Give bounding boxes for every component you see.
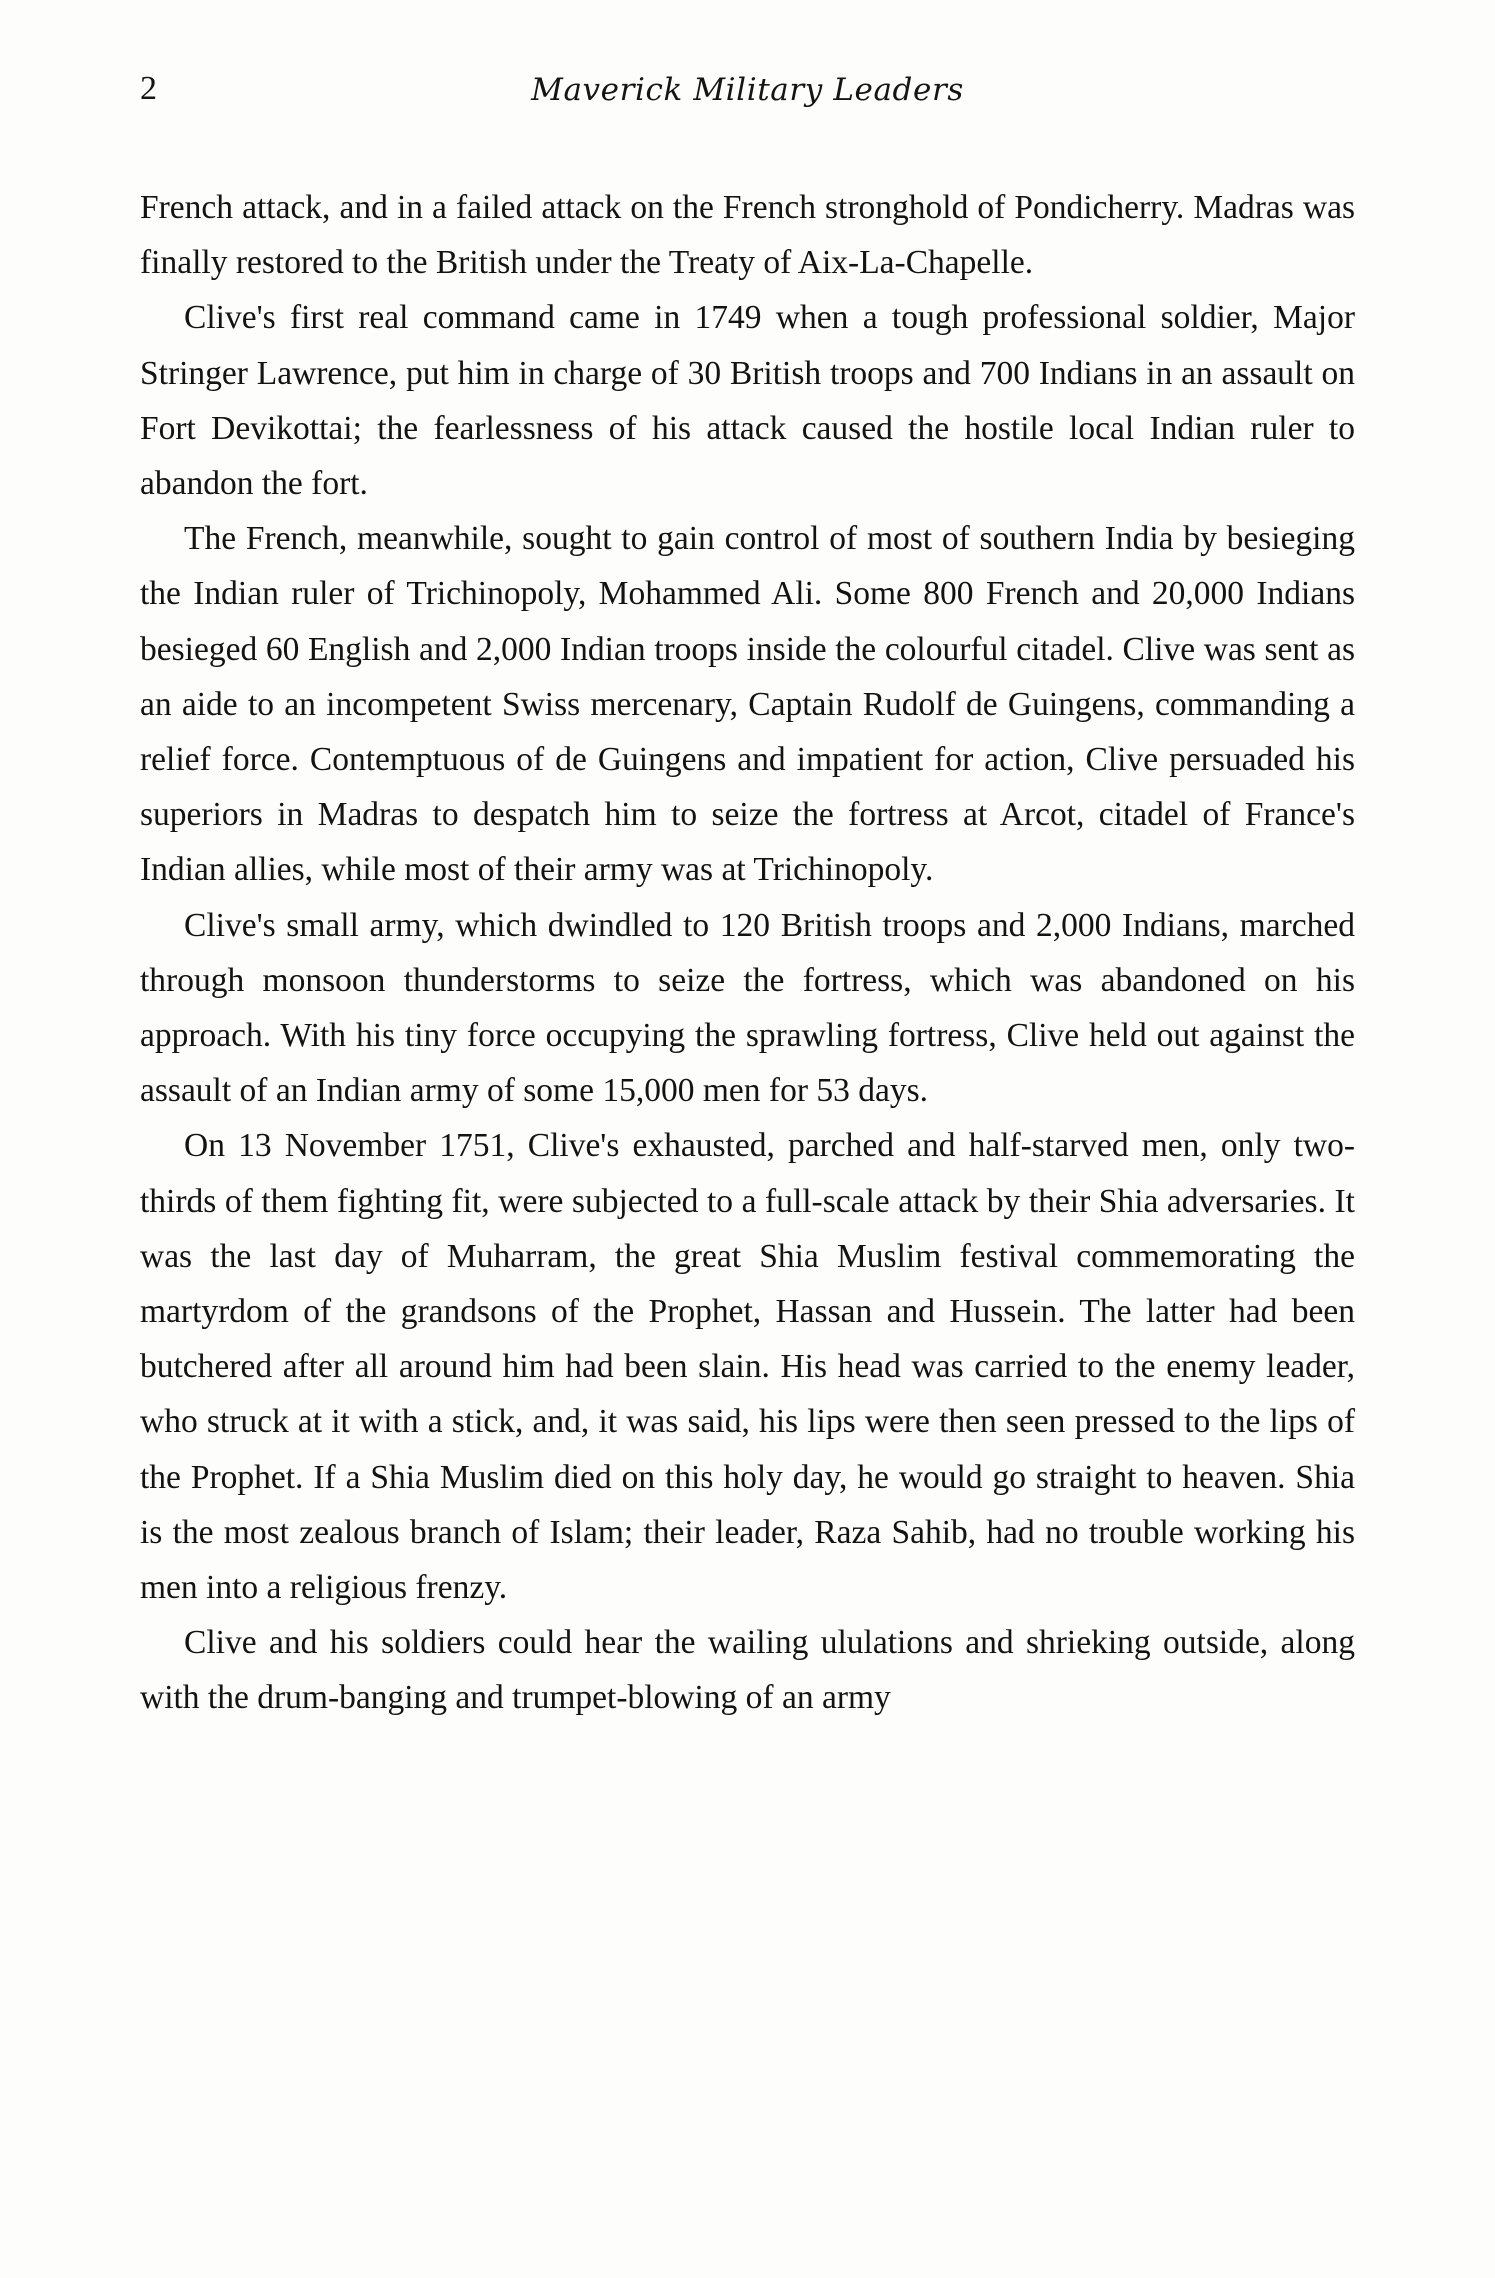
page-content-area: [140, 70, 1355, 1726]
body-text: [140, 180, 1355, 1726]
running-head: [140, 70, 1355, 140]
running-head-title: Maverick Military Leaders: [531, 72, 964, 108]
paragraph: On 13 November 1751, Clive's exhausted, parched and half-starved men, only two-thirds of them fighting fit, were subjected to a full-scale attack by their Shia adversaries. It was the last day of Muharram, the great Shia Muslim festival commemorating the martyrdom of the grandsons of the Prophet, Hassan and Hussein. The latter had been butchered after all around him had been slain. His head was carried to the enemy leader, who struck at it with a stick, and, it was said, his lips were then seen pressed to the lips of the Prophet. If a Shia Muslim died on this holy day, he would go straight to heaven. Shia is the most zealous branch of Islam; their leader, Raza Sahib, had no trouble working his men into a religious frenzy.: [140, 1127, 1355, 1607]
paragraph: The French, meanwhile, sought to gain control of most of southern India by besieging the Indian ruler of Trichinopoly, Mohammed Ali. Some 800 French and 20,000 Indians besieged 60 English and 2,000 Indian troops inside the colourful citadel. Clive was sent as an aide to an incompetent Swiss mercenary, Captain Rudolf de Guingens, commanding a relief force. Contemptuous of de Guingens and impatient for action, Clive persuaded his superiors in Madras to despatch him to seize the fortress at Arcot, citadel of France's Indian allies, while most of their army was at Trichinopoly.: [140, 520, 1355, 889]
page-number: 2: [140, 70, 157, 107]
paragraph: Clive's small army, which dwindled to 120 British troops and 2,000 Indians, marched through monsoon thunderstorms to seize the fortress, which was abandoned on his approach. With his tiny force occupying the sprawling fortress, Clive held out against the assault of an Indian army of some 15,000 men for 53 days.: [140, 906, 1355, 1110]
paragraph: Clive and his soldiers could hear the wailing ululations and shrieking outside, along with the drum-banging and trumpet-blowing of an army: [140, 1624, 1355, 1717]
paragraph: French attack, and in a failed attack on the French stronghold of Pondicherry. Madras was finally restored to the British under the Treaty of Aix-La-Chapelle.: [140, 189, 1355, 282]
paragraph: Clive's first real command came in 1749 when a tough professional soldier, Major Stringer Lawrence, put him in charge of 30 British troops and 700 Indians in an assault on Fort Devikottai; the fearlessness of his attack caused the hostile local Indian ruler to abandon the fort.: [140, 299, 1355, 503]
